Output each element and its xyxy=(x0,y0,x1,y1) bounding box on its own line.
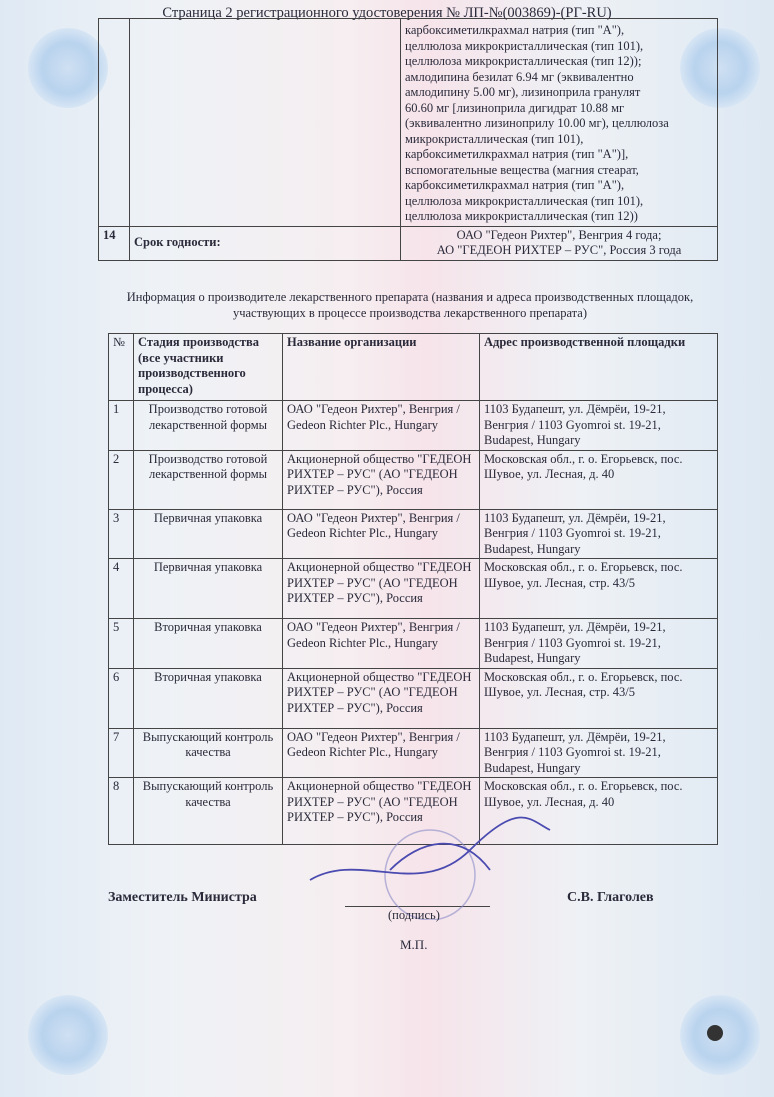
production-stage: Вторичная упаковка xyxy=(134,668,283,728)
composition-line: амлодипина безилат 6.94 мг (эквивалентно xyxy=(405,69,634,84)
rosette-ornament xyxy=(28,28,108,108)
composition-line: карбоксиметилкрахмал натрия (тип "А")], xyxy=(405,147,629,161)
shelf-life-value: ОАО "Гедеон Рихтер", Венгрия 4 года; АО "ГЕДЕОН РИХТЕР – РУС", Россия 3 года xyxy=(401,226,718,260)
manufacturer-info-heading: Информация о производителе лекарственного препарата (названия и адреса производственных площадок, участвующих в процессе производства лекарственного препарата) xyxy=(126,290,694,320)
site-address: 1103 Будапешт, ул. Дёмрёи, 19-21, Венгрия / 1103 Gyomroi st. 19-21, Budapest, Hungary xyxy=(480,619,718,669)
composition-cell xyxy=(401,19,718,227)
table-header xyxy=(109,334,718,401)
composition-line: микрокристаллическая (тип 101), xyxy=(405,131,584,146)
manufacturers-table xyxy=(108,333,718,845)
production-stage: Производство готовой лекарственной формы xyxy=(134,401,283,451)
signature-stamp-icon xyxy=(300,810,560,920)
production-stage: Первичная упаковка xyxy=(134,509,283,559)
production-stage: Первичная упаковка xyxy=(134,559,283,619)
production-stage: Выпускающий контроль качества xyxy=(134,778,283,845)
header-organization: Название организации xyxy=(283,334,480,401)
signature-label: (подпись) xyxy=(388,908,440,922)
header-stage: Стадия производства (все участники производственного процесса) xyxy=(134,334,283,401)
site-address: Московская обл., г. о. Егорьевск, пос. Шувое, ул. Лесная, стр. 43/5 xyxy=(480,668,718,728)
composition-table xyxy=(98,18,718,261)
organization-name: ОАО "Гедеон Рихтер", Венгрия / Gedeon Richter Plc., Hungary xyxy=(283,619,480,669)
table-row xyxy=(109,728,718,778)
organization-name: ОАО "Гедеон Рихтер", Венгрия / Gedeon Richter Plc., Hungary xyxy=(283,728,480,778)
binding-hole xyxy=(707,1025,723,1041)
composition-line: целлюлоза микрокристаллическая (тип 12)); xyxy=(405,54,642,68)
row-number: 1 xyxy=(109,401,134,451)
row-number: 5 xyxy=(109,619,134,669)
table-row xyxy=(109,450,718,509)
organization-name: ОАО "Гедеон Рихтер", Венгрия / Gedeon Richter Plc., Hungary xyxy=(283,509,480,559)
composition-line: целлюлоза микрокристаллическая (тип 101), xyxy=(405,38,644,53)
composition-line: целлюлоза микрокристаллическая (тип 12)) xyxy=(405,209,638,223)
organization-name: Акционерной общество "ГЕДЕОН РИХТЕР – РУС" (АО "ГЕДЕОН РИХТЕР – РУС"), Россия xyxy=(283,450,480,509)
table-row xyxy=(99,19,718,227)
site-address: 1103 Будапешт, ул. Дёмрёи, 19-21, Венгрия / 1103 Gyomroi st. 19-21, Budapest, Hungary xyxy=(480,509,718,559)
row-number: 8 xyxy=(109,778,134,845)
row-number: 14 xyxy=(99,226,130,260)
row-number: 2 xyxy=(109,450,134,509)
composition-line: амлодипину 5.00 мг), лизиноприла гранулят xyxy=(405,85,641,99)
production-stage: Выпускающий контроль качества xyxy=(134,728,283,778)
site-address: Московская обл., г. о. Егорьевск, пос. Шувое, ул. Лесная, д. 40 xyxy=(480,450,718,509)
table-row xyxy=(109,401,718,451)
site-address: Московская обл., г. о. Егорьевск, пос. Шувое, ул. Лесная, д. 40 xyxy=(480,778,718,845)
signatory-name: С.В. Глаголев xyxy=(567,890,654,905)
composition-line: карбоксиметилкрахмал натрия (тип "А"), xyxy=(405,178,625,192)
production-stage: Производство готовой лекарственной формы xyxy=(134,450,283,509)
row-number: 4 xyxy=(109,559,134,619)
composition-line: целлюлоза микрокристаллическая (тип 101), xyxy=(405,193,644,208)
site-address: Московская обл., г. о. Егорьевск, пос. Шувое, ул. Лесная, стр. 43/5 xyxy=(480,559,718,619)
table-row xyxy=(109,619,718,669)
organization-name: ОАО "Гедеон Рихтер", Венгрия / Gedeon Richter Plc., Hungary xyxy=(283,401,480,451)
composition-line: карбоксиметилкрахмал натрия (тип "А"), xyxy=(405,23,625,37)
shelf-life-label: Срок годности: xyxy=(130,226,401,260)
site-address: 1103 Будапешт, ул. Дёмрёи, 19-21, Венгрия / 1103 Gyomroi st. 19-21, Budapest, Hungary xyxy=(480,401,718,451)
row-number: 6 xyxy=(109,668,134,728)
stamp-place: М.П. xyxy=(400,937,428,952)
composition-line: вспомогательные вещества (магния стеарат, xyxy=(405,162,639,177)
page-title: Страница 2 регистрационного удостоверения № ЛП-№(003869)-(РГ-RU) xyxy=(162,5,612,21)
header-number: № xyxy=(109,334,134,401)
site-address: 1103 Будапешт, ул. Дёмрёи, 19-21, Венгрия / 1103 Gyomroi st. 19-21, Budapest, Hungary xyxy=(480,728,718,778)
organization-name: Акционерной общество "ГЕДЕОН РИХТЕР – РУС" (АО "ГЕДЕОН РИХТЕР – РУС"), Россия xyxy=(283,668,480,728)
composition-line: 60.60 мг [лизиноприла дигидрат 10.88 мг xyxy=(405,100,625,115)
production-stage: Вторичная упаковка xyxy=(134,619,283,669)
signatory-position: Заместитель Министра xyxy=(108,890,257,905)
rosette-ornament xyxy=(28,995,108,1075)
header-address: Адрес производственной площадки xyxy=(480,334,718,401)
row-number: 7 xyxy=(109,728,134,778)
row-number: 3 xyxy=(109,509,134,559)
composition-line: (эквивалентно лизиноприлу 10.00 мг), целлюлоза xyxy=(405,116,669,130)
table-row xyxy=(99,226,718,260)
table-row xyxy=(109,668,718,728)
organization-name: Акционерной общество "ГЕДЕОН РИХТЕР – РУС" (АО "ГЕДЕОН РИХТЕР – РУС"), Россия xyxy=(283,778,480,845)
table-row xyxy=(109,559,718,619)
organization-name: Акционерной общество "ГЕДЕОН РИХТЕР – РУС" (АО "ГЕДЕОН РИХТЕР – РУС"), Россия xyxy=(283,559,480,619)
table-row xyxy=(109,509,718,559)
